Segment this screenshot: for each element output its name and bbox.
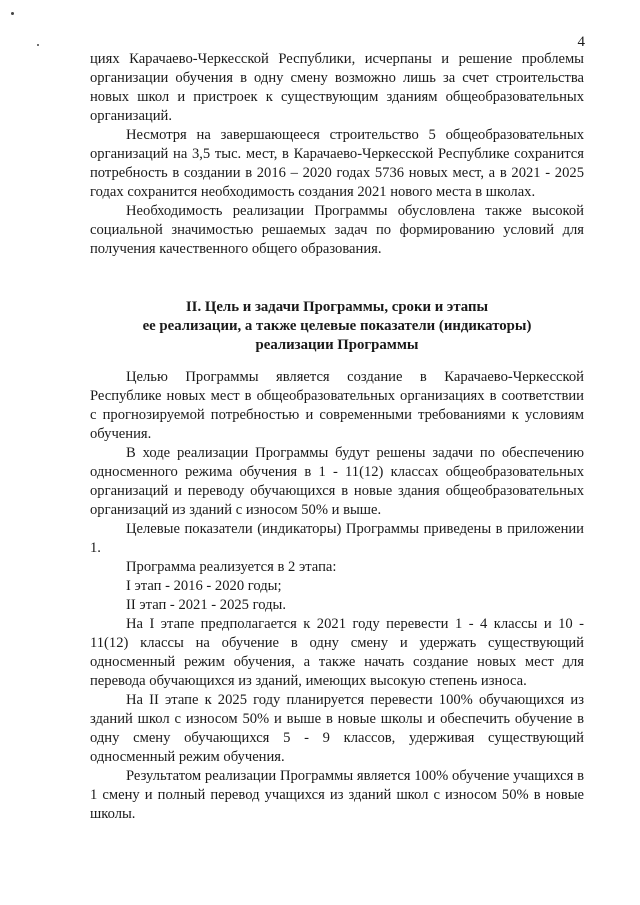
paragraph: Целевые показатели (индикаторы) Программы приведены в приложении 1.	[90, 521, 584, 556]
heading-line: ее реализации, а также целевые показатели (индикаторы)	[142, 318, 532, 334]
paragraph: На I этапе предполагается к 2021 году перевести 1 - 4 классы и 10 - 11(12) классы на обучение в одну смену и удержать существующий односменный режим обучения, а также начать создание новых мест для перевода обучающихся из зданий, имеющих высокую степень износа.	[90, 616, 584, 689]
paragraph: Целью Программы является создание в Карачаево-Черкесской Республике новых мест в общеобразовательных организациях в соответствии с прогнозируемой потребностью и современными требованиями к условиям обучения.	[90, 369, 584, 442]
section-heading	[90, 298, 584, 355]
paragraph: Несмотря на завершающееся строительство 5 общеобразовательных организаций на 3,5 тыс. мест, в Карачаево-Черкесской Республике сохранится потребность в создании в 2016 – 2020 годах 5736 новых мест, а в 2021 - 2025 годах сохранится необходимость создания 2021 нового места в школах.	[90, 127, 584, 200]
stage-line: I этап - 2016 - 2020 годы;	[126, 578, 282, 594]
paragraph: Программа реализуется в 2 этапа:	[126, 559, 337, 575]
scan-artifact	[37, 44, 39, 46]
paragraph: циях Карачаево-Черкесской Республики, исчерпаны и решение проблемы организации обучения в одну смену возможно лишь за счет строительства новых школ и пристроек к существующим зданиям общеобразовательных организаций.	[90, 51, 584, 124]
paragraph: Результатом реализации Программы является 100% обучение учащихся в 1 смену и полный перевод учащихся из зданий школ с износом 50% в новые школы.	[90, 768, 584, 822]
section-body	[90, 368, 584, 824]
page-number: 4	[577, 34, 585, 50]
paragraph: Необходимость реализации Программы обусловлена также высокой социальной значимостью решаемых задач по формированию условий для получения качественного общего образования.	[90, 203, 584, 257]
stage-line: II этап - 2021 - 2025 годы.	[126, 597, 286, 613]
heading-line: реализации Программы	[255, 337, 419, 353]
paragraph: На II этапе к 2025 году планируется перевести 100% обучающихся из зданий школ с износом 50% и выше в новые школы и обеспечить обучение в одну смену обучающихся 5 - 9 классов, удерживая существующий односменный режим обучения.	[90, 692, 584, 765]
heading-line: II. Цель и задачи Программы, сроки и этапы	[185, 299, 489, 315]
intro-text	[90, 50, 584, 259]
paragraph: В ходе реализации Программы будут решены задачи по обеспечению односменного режима обучения в 1 - 11(12) классах общеобразовательных организаций и переводу обучающихся в новые здания общеобразовательных организаций из зданий с износом 50% и выше.	[90, 445, 584, 518]
scan-artifact	[11, 12, 14, 15]
